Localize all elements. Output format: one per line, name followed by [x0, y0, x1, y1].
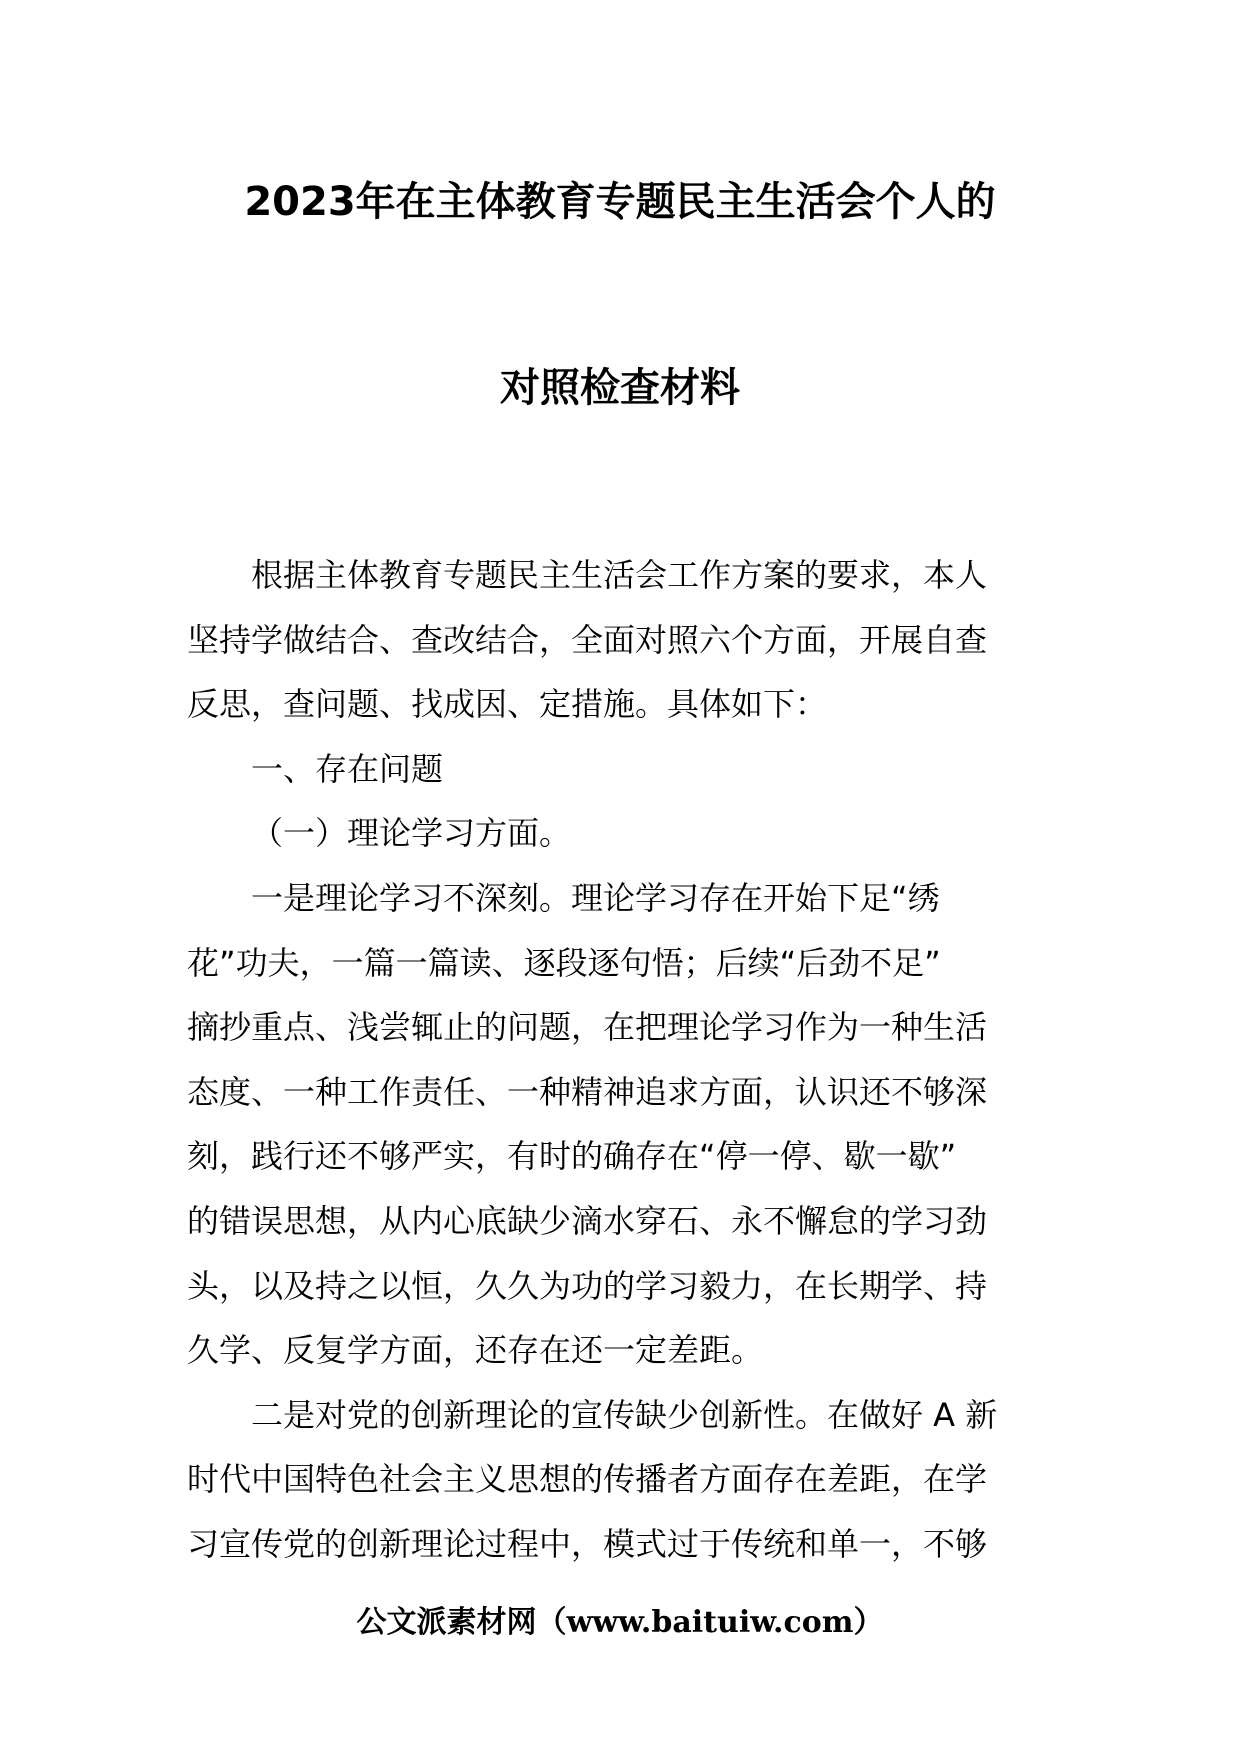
- document-body: [187, 543, 1053, 1577]
- footer-watermark: 公文派素材网（www.baituiw.com）: [356, 1605, 884, 1640]
- section-heading-problems: 一、存在问题: [251, 749, 444, 788]
- paragraph-point-two: 二是对党的创新理论的宣传缺少创新性。在做好 A 新 时代中国特色社会主义思想的传播者方面存在差距，在学 习宣传党的创新理论过程中，模式过于传统和单一，不够: [187, 1395, 998, 1563]
- paragraph-point-one: 一是理论学习不深刻。理论学习存在开始下足“绣 花”功夫，一篇一篇读、逐段逐句悟；后续“后劲不足” 摘抄重点、浅尝辄止的问题，在把理论学习作为一种生活 态度、一种工作责任、一种精神追求方面，认识还不够深 刻，践行还不够严实，有时的确存在“停一停、歇一歇” 的错误思想，从内心底缺少滴水穿石、永不懈怠的学习劲 头，以及持之以恒，久久为功的学习毅力，在长期学、持 久学、反复学方面，还存在还一定差距。: [187, 878, 988, 1370]
- document-title-line-2: 对照检查材料: [500, 365, 740, 411]
- document-title-line-1: 2023年在主体教育专题民主生活会个人的: [244, 179, 996, 225]
- paragraph-intro: 根据主体教育专题民主生活会工作方案的要求，本人 坚持学做结合、查改结合，全面对照六个方面，开展自查 反思，查问题、找成因、定措施。具体如下：: [187, 556, 988, 724]
- subsection-heading-theory-study: （一）理论学习方面。: [251, 814, 572, 853]
